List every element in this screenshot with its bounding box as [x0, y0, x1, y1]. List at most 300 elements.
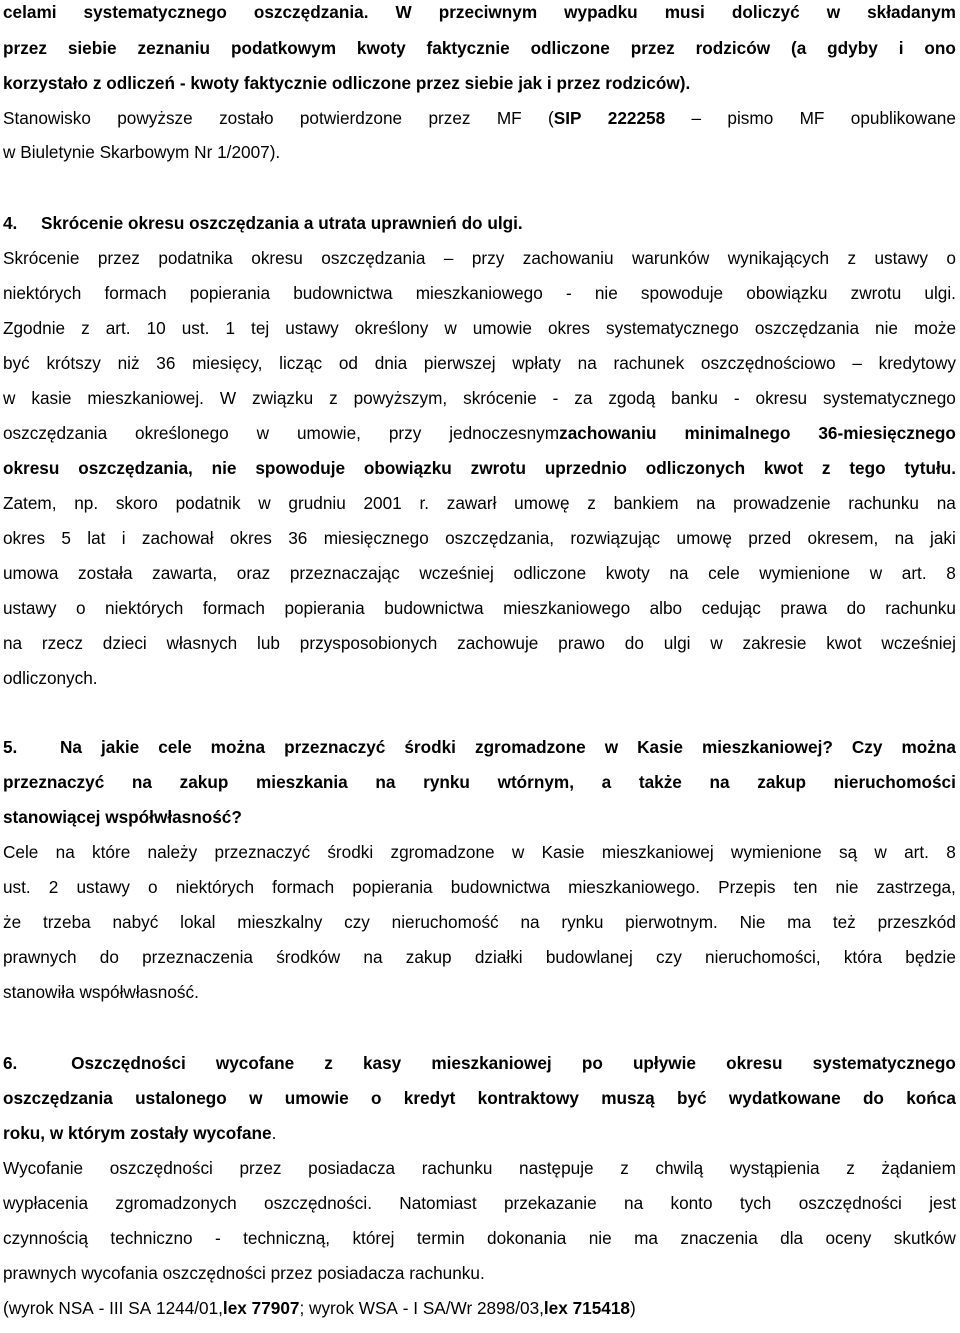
word: na: [131, 772, 152, 792]
word: w: [511, 842, 525, 862]
word: gdyby: [827, 38, 878, 58]
word: 1: [225, 318, 236, 338]
word: zastrzega,: [876, 877, 956, 897]
word: popierania: [352, 877, 433, 897]
word: od: [338, 353, 358, 373]
section-heading-line: [3, 1052, 956, 1074]
word: albo: [649, 598, 683, 618]
word: stanowiła: [3, 982, 75, 1002]
word: na: [3, 633, 23, 653]
word: na: [520, 912, 540, 932]
word: Skrócenie: [3, 248, 80, 268]
text-line: [3, 72, 956, 94]
word: posiadacza: [308, 1158, 396, 1178]
word: także: [638, 772, 682, 792]
text-line: [3, 422, 956, 444]
word: minimalnego: [684, 423, 791, 443]
word: następuje: [519, 1158, 594, 1178]
word: wynikających: [727, 248, 830, 268]
word: że: [3, 912, 22, 932]
word: nieruchomości,: [705, 947, 821, 967]
word: na: [577, 353, 597, 373]
word: zgodą: [608, 388, 656, 408]
word: wymienione: [730, 842, 822, 862]
word: faktycznie: [243, 73, 327, 93]
word: miesięcznego: [323, 528, 429, 548]
word: zgromadzone: [390, 842, 495, 862]
word: będzie: [905, 947, 956, 967]
word: –: [691, 108, 702, 128]
word: III: [109, 1298, 124, 1318]
word: spowoduje: [640, 283, 724, 303]
word: wcześniej: [881, 633, 956, 653]
word: zachowaniu: [522, 248, 614, 268]
word: wpłaty: [512, 353, 561, 373]
word: mieszkania: [256, 772, 348, 792]
word: niektórych: [175, 877, 255, 897]
text-line: [3, 1122, 956, 1144]
word: rachunku: [885, 598, 956, 618]
word: 36: [156, 353, 176, 373]
word: mieszkaniowego: [503, 598, 631, 618]
word: Cele: [3, 842, 39, 862]
word: wydatkowane: [728, 1088, 841, 1108]
word: tych: [739, 1193, 772, 1213]
word: ulgi.: [924, 283, 956, 303]
word: SA/Wr: [422, 1298, 473, 1318]
word: oszczędzania,: [445, 528, 555, 548]
word: środki: [327, 842, 374, 862]
word: 8: [946, 842, 956, 862]
word: (a: [790, 38, 807, 58]
word: Czy: [851, 737, 883, 757]
word: zakup: [757, 772, 806, 792]
text-line: [3, 282, 956, 304]
word: środków: [276, 947, 341, 967]
word: siebie: [67, 38, 117, 58]
word: związku: [252, 388, 314, 408]
word: budownictwa: [450, 877, 551, 897]
word: przekazanie: [504, 1193, 597, 1213]
word: oszczędności: [109, 1158, 213, 1178]
word: oszczędzania,: [78, 458, 193, 478]
word: odliczonych: [645, 458, 746, 478]
word: nabyć: [112, 912, 159, 932]
word: techniczną,: [243, 1228, 331, 1248]
word: kwoty: [190, 73, 240, 93]
word: cele: [708, 563, 740, 583]
word: art.: [904, 842, 929, 862]
word: w: [826, 2, 841, 22]
word: -: [214, 1228, 221, 1248]
section-heading-line: [3, 212, 956, 234]
word: MF: [496, 108, 522, 128]
word: -: [402, 1298, 409, 1318]
word: a: [601, 772, 612, 792]
word: lub: [257, 633, 280, 653]
word: z: [329, 388, 338, 408]
word: 36-miesięcznego: [818, 423, 956, 443]
word: formach: [104, 283, 167, 303]
word: na: [669, 563, 689, 583]
word: okresu: [755, 388, 808, 408]
word: okresem,: [807, 528, 879, 548]
word: ustawy: [3, 598, 57, 618]
word: ono: [924, 38, 956, 58]
word: siebie: [464, 73, 514, 93]
word: można: [901, 737, 956, 757]
word: Wycofanie: [3, 1158, 84, 1178]
word: –: [852, 353, 862, 373]
word: własnych: [166, 633, 238, 653]
word: popierania: [284, 598, 365, 618]
word: a: [303, 213, 314, 233]
word: w: [249, 1088, 263, 1108]
word: ustawy: [76, 877, 130, 897]
word: określony: [354, 318, 429, 338]
word: r.: [419, 493, 430, 513]
text-line: [3, 667, 956, 689]
word: okres: [548, 318, 591, 338]
word: prawnych: [3, 947, 77, 967]
word: umowa: [3, 563, 59, 583]
word: celami: [3, 2, 57, 22]
word: Na: [60, 737, 82, 757]
text-line: [3, 1262, 956, 1284]
word-group: [252, 1297, 305, 1319]
word: przez: [270, 1263, 313, 1283]
word: ustawy: [874, 248, 928, 268]
word: cedując: [701, 598, 761, 618]
word: kwoty: [605, 563, 650, 583]
word: skrócenie: [463, 388, 537, 408]
word: podatnika: [158, 248, 233, 268]
word: w: [49, 1123, 64, 1143]
section-heading-line: [3, 736, 956, 758]
word: przez: [97, 248, 140, 268]
word: ust.: [181, 318, 210, 338]
word: mieszkaniowej: [601, 842, 714, 862]
word: bankiem: [613, 493, 679, 513]
word: Skarbowym: [99, 142, 190, 162]
word: Kasie: [637, 737, 683, 757]
text-line: [3, 1157, 956, 1179]
word: przez: [415, 73, 460, 93]
word: -: [565, 283, 572, 303]
text-line: [3, 141, 956, 163]
word: oszczędności: [798, 1193, 902, 1213]
word: z: [587, 493, 596, 513]
word: –: [443, 248, 454, 268]
word: skoro: [115, 493, 158, 513]
word: okres: [3, 528, 46, 548]
word: w: [3, 388, 16, 408]
word: na: [894, 528, 914, 548]
word: w: [444, 318, 457, 338]
text-line: [3, 876, 956, 898]
word: zakup: [179, 772, 229, 792]
word: warunków: [631, 248, 710, 268]
word: przeznaczyć: [214, 842, 311, 862]
word: umowę: [514, 493, 570, 513]
word: ma: [787, 912, 812, 932]
text-line: [3, 911, 956, 933]
word: NSA: [58, 1298, 94, 1318]
word: odliczone: [530, 38, 610, 58]
word: kredytowy: [878, 353, 956, 373]
word: być: [3, 353, 30, 373]
word: pierwszej: [423, 353, 496, 373]
word: budownictwa: [293, 283, 393, 303]
word: oszczędnościowo: [700, 353, 836, 373]
word: zawarł: [446, 493, 497, 513]
word-group: [477, 1297, 568, 1319]
word: nie: [835, 877, 859, 897]
text-line: [3, 597, 956, 619]
word: może: [913, 318, 956, 338]
word: zwrotu: [470, 458, 526, 478]
text-line: [3, 107, 956, 129]
word: do: [461, 213, 483, 233]
word: zgromadzonych: [115, 1193, 237, 1213]
word: prawo: [558, 633, 605, 653]
word: oszczędności.: [264, 1193, 372, 1213]
word: jakie: [100, 737, 140, 757]
word: stanowiącej: [3, 807, 101, 827]
word: art.: [901, 563, 927, 583]
word: formach: [272, 877, 335, 897]
word: w: [3, 142, 16, 162]
word: Zgodnie: [3, 318, 66, 338]
word: rachunku: [848, 493, 919, 513]
word: kwot: [763, 458, 804, 478]
word: ustawy: [285, 318, 339, 338]
word: spowoduje: [255, 458, 346, 478]
word: czy: [656, 947, 682, 967]
word: muszą: [601, 1088, 655, 1108]
word: do: [99, 947, 119, 967]
word: (wyrok: [3, 1298, 54, 1318]
word: została: [78, 563, 133, 583]
word: posiadacza: [317, 1263, 405, 1283]
word: miesięcy,: [192, 353, 263, 373]
word: rodziców: [695, 38, 771, 58]
word: lat: [87, 528, 106, 548]
word: Natomiast: [399, 1193, 477, 1213]
word: powyższe: [117, 108, 193, 128]
word: SA: [128, 1298, 152, 1318]
text-line: [3, 562, 956, 584]
word: cele: [158, 737, 192, 757]
word: okresu: [251, 248, 303, 268]
word: licząc: [279, 353, 323, 373]
word: prawa: [780, 598, 828, 618]
word: zawarta,: [152, 563, 218, 583]
word: Nie: [739, 912, 766, 932]
word: Nr: [194, 142, 213, 162]
word: określonego: [135, 423, 229, 443]
word: przy: [471, 248, 505, 268]
word: przeznaczyć: [284, 737, 386, 757]
word: MF: [799, 108, 825, 128]
word: okresu: [127, 213, 185, 233]
word: mieszkaniowej?: [702, 737, 833, 757]
word: potwierdzone: [299, 108, 403, 128]
text-line: [3, 1, 956, 23]
word: musi: [664, 2, 705, 22]
word: przeznaczając: [289, 563, 400, 583]
word: zachowuje: [457, 633, 539, 653]
word: 36: [288, 528, 308, 548]
word: umowie: [472, 318, 532, 338]
word: lex: [543, 1298, 568, 1318]
word: współwłasność?: [105, 807, 242, 827]
text-line: [3, 1087, 956, 1109]
word: (: [548, 108, 554, 128]
word: oszczędności: [162, 1263, 266, 1283]
word: kontraktowy: [477, 1088, 579, 1108]
word: nie: [211, 458, 237, 478]
word: niektórych: [105, 598, 184, 618]
word: 10: [146, 318, 166, 338]
text-line: [3, 527, 956, 549]
word: na: [363, 947, 383, 967]
word: oraz: [236, 563, 271, 583]
word: ustalonego: [135, 1088, 227, 1108]
word: banku: [671, 388, 718, 408]
word: 5: [61, 528, 71, 548]
word: o: [148, 877, 158, 897]
word: np.: [74, 493, 99, 513]
word: rachunek: [613, 353, 685, 373]
word: zgromadzone: [474, 737, 586, 757]
word: art.: [105, 318, 131, 338]
word: okres: [229, 528, 272, 548]
word: oszczędzania: [3, 423, 108, 443]
word: które: [92, 842, 131, 862]
word: w: [710, 633, 723, 653]
word: i: [121, 528, 126, 548]
word: W: [219, 388, 237, 408]
word: uprzednio: [544, 458, 627, 478]
word: w: [256, 423, 270, 443]
word: -: [733, 388, 740, 408]
word-group: [193, 1122, 276, 1144]
word: zostały: [130, 1123, 189, 1143]
word: na: [55, 842, 75, 862]
word: jednoczesnym: [449, 423, 560, 443]
word: rodziców).: [605, 73, 691, 93]
text-line: [3, 841, 956, 863]
word: Oszczędności: [71, 1053, 186, 1073]
word: ;: [299, 1298, 305, 1318]
word: oszczędzania.: [253, 2, 369, 22]
word: przy: [388, 423, 422, 443]
text-line: [3, 806, 956, 828]
word: dokonania: [487, 1228, 567, 1248]
word: są: [838, 842, 858, 862]
word: tej: [251, 318, 270, 338]
section-number: 5.: [3, 737, 18, 757]
word: -: [552, 388, 559, 408]
text-line: [3, 1227, 956, 1249]
word: 77907: [251, 1298, 300, 1318]
word: pismo: [727, 108, 774, 128]
word: rozwiązując: [570, 528, 661, 548]
word: jaki: [930, 528, 956, 548]
word: na: [624, 1193, 644, 1213]
word: wtórnym,: [497, 772, 574, 792]
word: .: [271, 1123, 277, 1143]
word: popierania: [189, 283, 271, 303]
word: przez: [3, 38, 47, 58]
word: odliczone: [331, 73, 412, 93]
word: 2898/03,: [477, 1298, 544, 1318]
word: przed: [748, 528, 792, 548]
word: oszczędzania: [754, 318, 859, 338]
word: umowę: [676, 528, 732, 548]
word: kredyt: [403, 1088, 456, 1108]
text-line: [3, 37, 956, 59]
word: Skrócenie: [41, 213, 124, 233]
word: jak: [518, 73, 543, 93]
word: na: [696, 493, 716, 513]
word: z: [92, 73, 102, 93]
word: Kasie: [541, 842, 585, 862]
word: zachowaniu: [559, 423, 657, 443]
word: 1/2007).: [217, 142, 281, 162]
word: nie: [875, 318, 898, 338]
word: oszczędzania: [3, 1088, 113, 1108]
word: mieszkaniowego: [415, 283, 543, 303]
word: okresu: [726, 1053, 783, 1073]
word: też: [832, 912, 856, 932]
text-line: [3, 247, 956, 269]
word: umowie: [284, 1088, 349, 1108]
word: 1244/01,: [156, 1298, 223, 1318]
word: czy: [344, 912, 370, 932]
word: zeznaniu: [137, 38, 211, 58]
word: przeszkód: [877, 912, 956, 932]
word: czynnością: [3, 1228, 89, 1248]
word: ten: [793, 877, 818, 897]
word: podatnik: [175, 493, 241, 513]
word: składanym: [867, 2, 956, 22]
word: konto: [670, 1193, 713, 1213]
word: która: [843, 947, 883, 967]
word: w: [258, 493, 271, 513]
word: rynku: [423, 772, 470, 792]
word: wycofane: [193, 1123, 272, 1143]
word: systematycznego: [606, 318, 739, 338]
text-line: [3, 492, 956, 514]
word: dzieci: [102, 633, 147, 653]
word: tego: [849, 458, 886, 478]
word: lokal: [180, 912, 216, 932]
word: o: [75, 598, 86, 618]
word: rachunku: [421, 1158, 493, 1178]
word: żądaniem: [881, 1158, 956, 1178]
word: można: [210, 737, 266, 757]
word: niż: [117, 353, 140, 373]
text-line: [3, 632, 956, 654]
word: w: [604, 737, 619, 757]
word: Zatem,: [3, 493, 57, 513]
word: systematycznego: [823, 388, 956, 408]
word: W: [395, 2, 412, 22]
word: dnia: [374, 353, 408, 373]
word: niektórych: [3, 283, 82, 303]
